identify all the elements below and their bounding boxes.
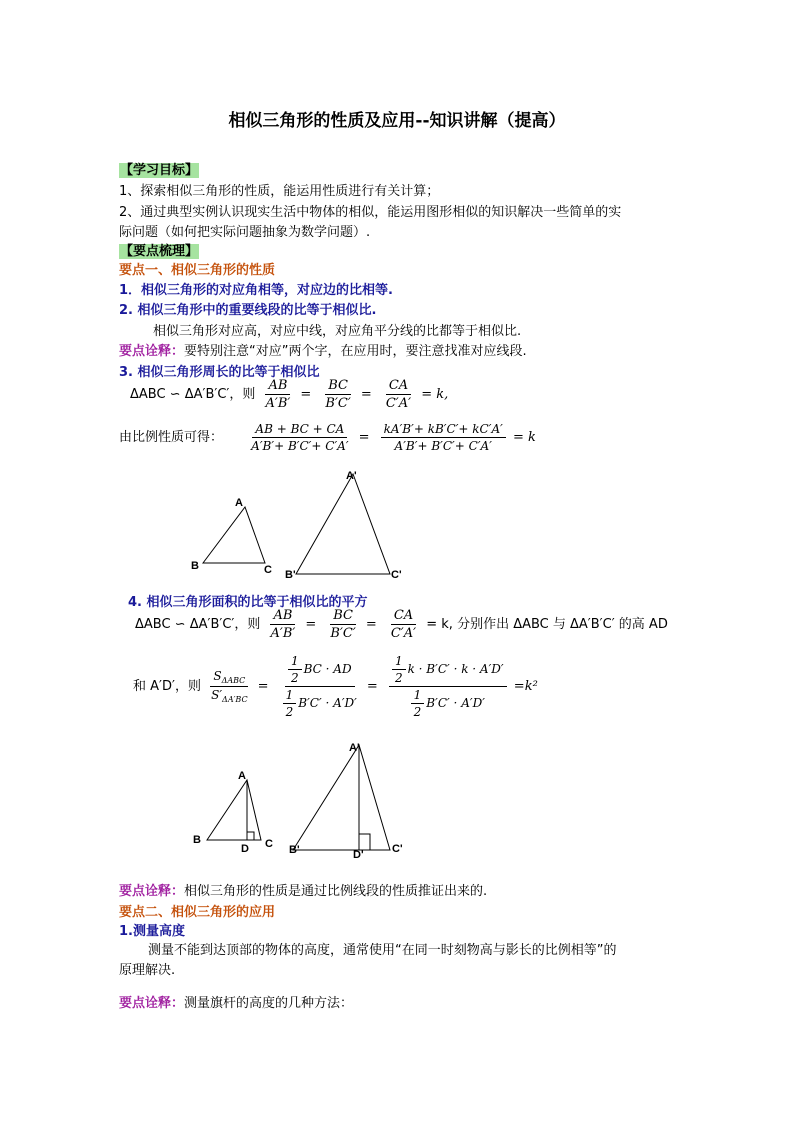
note-1-label: 要点诠释： [119, 344, 185, 359]
property-2: 2. 相似三角形中的重要线段的比等于相似比. [119, 303, 377, 318]
formula-perimeter-lead: 由比例性质可得： [119, 430, 224, 445]
measure-1-body-line-2: 原理解决. [119, 963, 176, 978]
property-3: 3. 相似三角形周长的比等于相似比 [119, 365, 320, 380]
frac-area-3: $\frac{1}{2}$ k · B′C′ · k · A′D′ $\frac{1}{2}$ B′C′ · A′D′ [389, 654, 507, 719]
formula-ratio-2: ΔABC ∽ ΔA′B′C′，则 $\frac{AB}{A'B'}$ = $\frac{BC}{B'C'}$ = $\frac{CA}{C'A'}$ = k, 分别作出 ΔABC 与 ΔA′B′C′ 的高 AD [135, 608, 668, 641]
frac-area-2: $\frac{1}{2}$ BC · AD $\frac{1}{2}$ B′C′ · A′D′ [280, 654, 360, 719]
formula-ratio-2-lead: ΔABC ∽ ΔA′B′C′，则 [135, 617, 261, 632]
formula-ratio-2-tail: = k, 分别作出 ΔABC 与 ΔA′B′C′ 的高 AD [426, 617, 668, 632]
property-2-body: 相似三角形对应高，对应中线，对应角平分线的比都等于相似比. [153, 324, 522, 339]
label-c-2: C [265, 838, 273, 850]
note-3-text: 测量旗杆的高度的几种方法： [184, 996, 354, 1011]
point-1-title: 要点一、相似三角形的性质 [119, 263, 276, 278]
goal-2-line-1: 2、通过典型实例认识现实生活中物体的相似，能运用图形相似的知识解决一些简单的实 [119, 205, 622, 220]
page-title: 相似三角形的性质及应用--知识讲解（提高） [228, 111, 566, 131]
figure-similar-triangles-2 [185, 735, 425, 860]
note-1 [119, 340, 527, 359]
figure-similar-triangles-1 [185, 465, 425, 583]
frac-ab: $\frac{AB}{A'B'}$ [265, 378, 291, 411]
note-1-text: 要特别注意“对应”两个字，在应用时，要注意找准对应线段. [184, 344, 527, 359]
label-a-2: A [238, 770, 246, 782]
label-a-prime-2: A' [349, 742, 360, 754]
property-4: 4. 相似三角形面积的比等于相似比的平方 [128, 595, 368, 610]
formula-area: 和 A′D′，则 $\frac{S_{\Delta ABC}}{S'_{\Delta A'BC}}$ = $\frac{1}{2}$ BC · AD $\frac{1}{2}$ B′C′ · A′D′ = $\frac{1}{2}$ k · B′C′ · k · A′D′ $\frac{1}{2}$ B′C′ · A′D′ =k² [133, 654, 538, 719]
frac-ab-2: $\frac{AB}{A'B'}$ [270, 608, 296, 641]
label-b-2: B [193, 834, 201, 846]
label-c: C [264, 564, 272, 576]
section-key-points-label: 【要点梳理】 [120, 244, 199, 259]
frac-bc: $\frac{BC}{B'C'}$ [325, 378, 351, 411]
section-key-points [119, 240, 199, 259]
formula-ratio-1-lead: ΔABC ∽ ΔA′B′C′，则 [130, 387, 256, 402]
label-a: A [235, 497, 243, 509]
label-d-2: D [241, 843, 249, 855]
formula-ratio-1-k: = k, [421, 387, 449, 402]
triangle-abc [203, 507, 265, 563]
measure-1-title: 1.测量高度 [119, 924, 185, 939]
formula-ratio-1: ΔABC ∽ ΔA′B′C′，则 $\frac{AB}{A'B'}$ = $\frac{BC}{B'C'}$ = $\frac{CA}{C'A'}$ = k, [130, 378, 449, 411]
frac-area-ratio: $\frac{S_{\Delta ABC}}{S'_{\Delta A'BC}}$ [211, 669, 248, 704]
frac-perimeter-2: $\frac{kA'B'+ kB'C'+ kC'A'}{A'B'+ B'C'+ C'A'}$ [381, 422, 506, 453]
label-b-prime-2: B' [289, 844, 300, 856]
formula-perimeter-k: = k [513, 430, 536, 445]
label-a-prime: A' [346, 470, 357, 482]
triangle-apbpcp-height [293, 745, 390, 850]
frac-ca-2: $\frac{CA}{C'A'}$ [390, 608, 417, 641]
note-3 [119, 992, 353, 1011]
frac-ca: $\frac{CA}{C'A'}$ [385, 378, 412, 411]
property-1: 1．相似三角形的对应角相等，对应边的比相等. [119, 283, 393, 298]
label-d-prime-2: D' [353, 849, 364, 860]
right-angle-dp [359, 834, 370, 850]
triangle-abc-height [207, 780, 261, 840]
label-c-prime-2: C' [392, 843, 403, 855]
formula-area-k2: =k² [513, 679, 538, 694]
point-2-title: 要点二、相似三角形的应用 [119, 905, 276, 920]
note-2-text: 相似三角形的性质是通过比例线段的性质推证出来的. [184, 884, 488, 899]
section-learning-goals-label: 【学习目标】 [120, 163, 199, 178]
frac-perimeter-1: $\frac{AB + BC + CA}{A'B'+ B'C'+ C'A'}$ [251, 422, 349, 453]
label-b-prime: B' [285, 569, 296, 581]
measure-1-body-line-1: 测量不能到达顶部的物体的高度，通常使用“在同一时刻物高与影长的比例相等”的 [148, 943, 617, 958]
frac-bc-2: $\frac{BC}{B'C'}$ [330, 608, 356, 641]
formula-area-lead: 和 A′D′，则 [133, 679, 201, 694]
triangle-apbpcp [296, 474, 390, 574]
right-angle-d [247, 832, 254, 840]
formula-perimeter: 由比例性质可得： $\frac{AB + BC + CA}{A'B'+ B'C'+ C'A'}$ = $\frac{kA'B'+ kB'C'+ kC'A'}{A'B'+ B'C'+ C'A'}$ = k [119, 422, 536, 453]
note-2 [119, 880, 487, 899]
section-learning-goals [119, 159, 199, 178]
goal-1: 1、探索相似三角形的性质，能运用性质进行有关计算； [119, 184, 440, 199]
goal-2-line-2: 际问题（如何把实际问题抽象为数学问题）. [119, 225, 371, 240]
note-3-label: 要点诠释： [119, 996, 185, 1011]
note-2-label: 要点诠释： [119, 884, 185, 899]
label-c-prime: C' [391, 569, 402, 581]
label-b: B [191, 560, 199, 572]
